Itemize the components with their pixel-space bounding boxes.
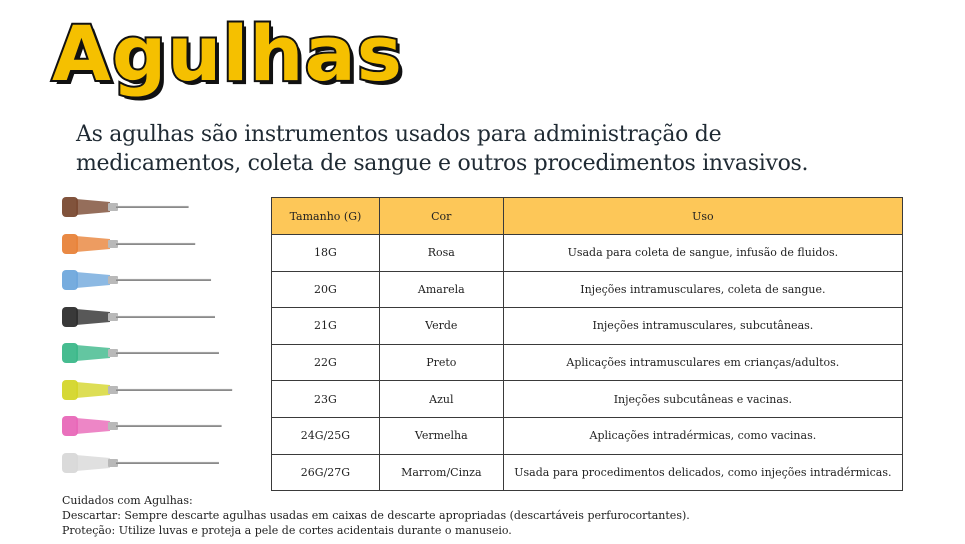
cell-size: 26G/27G xyxy=(272,454,380,491)
cell-color: Azul xyxy=(379,381,503,418)
cell-size: 23G xyxy=(272,381,380,418)
cell-color: Amarela xyxy=(379,271,503,308)
cell-use: Injeções intramusculares, coleta de sangue. xyxy=(503,271,902,308)
care-line-discard: Descartar: Sempre descarte agulhas usadas em caixas de descarte apropriadas (descartáveis perfurocortantes). xyxy=(62,509,690,522)
table-row xyxy=(272,271,903,308)
needle-icon xyxy=(58,448,258,478)
cell-use: Injeções subcutâneas e vacinas. xyxy=(503,381,902,418)
table-row xyxy=(272,454,903,491)
cell-color: Preto xyxy=(379,344,503,381)
needles-illustration xyxy=(58,192,258,492)
cell-use: Aplicações intramusculares em crianças/adultos. xyxy=(503,344,902,381)
care-heading: Cuidados com Agulhas: xyxy=(62,494,193,507)
care-line-protection: Proteção: Utilize luvas e proteja a pele de cortes acidentais durante o manuseio. xyxy=(62,524,512,537)
header-color: Cor xyxy=(379,198,503,235)
cell-color: Vermelha xyxy=(379,417,503,454)
table-row xyxy=(272,235,903,272)
table-row xyxy=(272,381,903,418)
page-title: Agulhas xyxy=(52,9,404,98)
table-row xyxy=(272,344,903,381)
cell-size: 24G/25G xyxy=(272,417,380,454)
needle-icon xyxy=(58,265,258,295)
needle-icon xyxy=(58,192,258,222)
needle-icon xyxy=(58,302,258,332)
header-use: Uso xyxy=(503,198,902,235)
needle-icon xyxy=(58,229,258,259)
cell-color: Verde xyxy=(379,308,503,345)
needle-icon xyxy=(58,375,258,405)
table-row xyxy=(272,308,903,345)
intro-text: As agulhas são instrumentos usados para administração de medicamentos, coleta de sangue e outros procedimentos invasivos. xyxy=(76,122,809,176)
care-notes xyxy=(62,493,690,538)
cell-size: 21G xyxy=(272,308,380,345)
needle-icon xyxy=(58,411,258,441)
cell-use: Usada para procedimentos delicados, como injeções intradérmicas. xyxy=(503,454,902,491)
needle-gauge-table xyxy=(271,197,903,491)
needle-icon xyxy=(58,338,258,368)
cell-color: Marrom/Cinza xyxy=(379,454,503,491)
table-row xyxy=(272,417,903,454)
cell-size: 20G xyxy=(272,271,380,308)
cell-use: Aplicações intradérmicas, como vacinas. xyxy=(503,417,902,454)
header-size: Tamanho (G) xyxy=(272,198,380,235)
cell-use: Usada para coleta de sangue, infusão de fluidos. xyxy=(503,235,902,272)
cell-size: 22G xyxy=(272,344,380,381)
cell-color: Rosa xyxy=(379,235,503,272)
table-header-row xyxy=(272,198,903,235)
cell-use: Injeções intramusculares, subcutâneas. xyxy=(503,308,902,345)
cell-size: 18G xyxy=(272,235,380,272)
